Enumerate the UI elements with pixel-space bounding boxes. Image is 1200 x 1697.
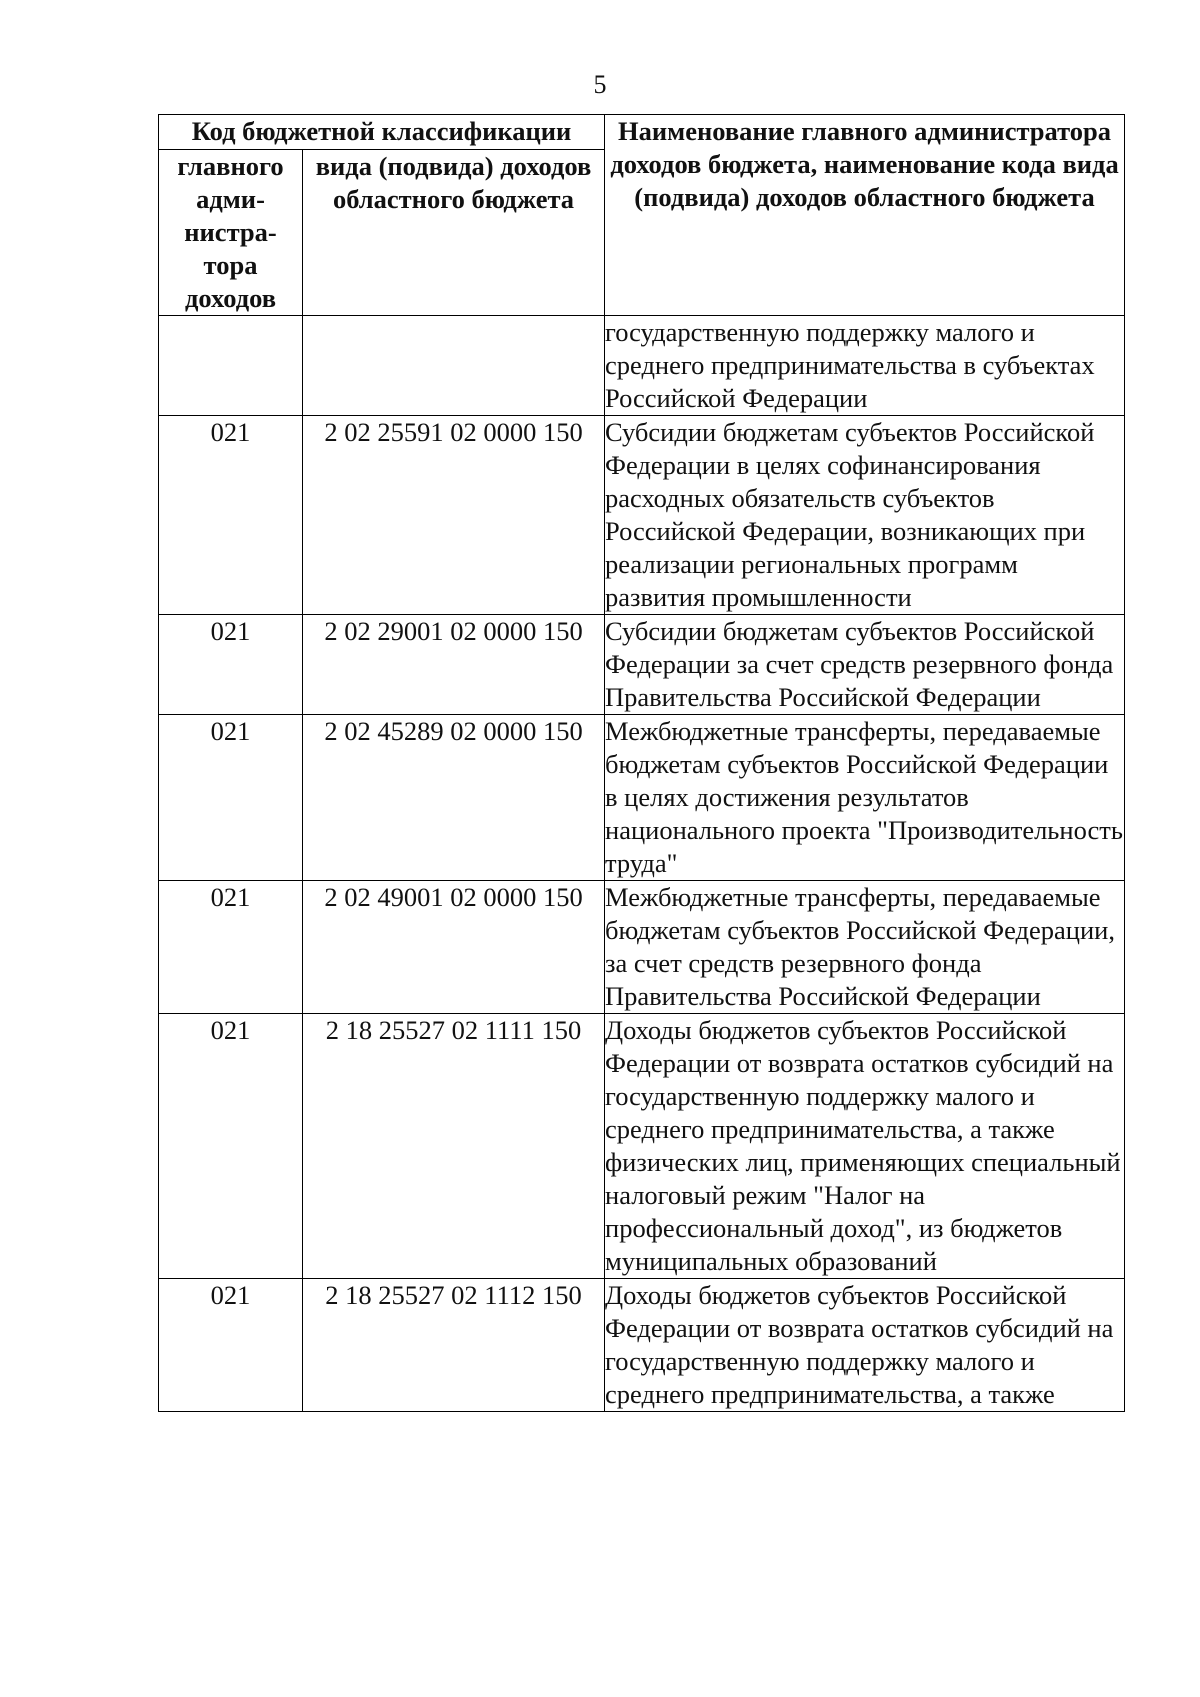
income-name-cell: Межбюджетные трансферты, передаваемые бюджетам субъектов Российской Федерации, за счет средств резервного фонда Правительства Российской Федерации [605,881,1125,1014]
table-row [159,1014,1125,1279]
header-budget-classification-code: Код бюджетной классификации [159,115,605,150]
table-row [159,615,1125,715]
table-row [159,1279,1125,1412]
income-code-cell: 2 02 45289 02 0000 150 [303,715,605,881]
income-code-cell: 2 18 25527 02 1112 150 [303,1279,605,1412]
table-row [159,416,1125,615]
income-name-cell: Доходы бюджетов субъектов Российской Федерации от возврата остатков субсидий на государственную поддержку малого и среднего предпринимательства, а также [605,1279,1125,1412]
admin-code-cell: 021 [159,881,303,1014]
income-name-cell: Субсидии бюджетам субъектов Российской Федерации за счет средств резервного фонда Правительства Российской Федерации [605,615,1125,715]
budget-classification-table [158,114,1125,1412]
admin-code-cell: 021 [159,416,303,615]
admin-code-cell [159,316,303,416]
income-code-cell: 2 02 25591 02 0000 150 [303,416,605,615]
admin-code-cell: 021 [159,615,303,715]
income-code-cell: 2 18 25527 02 1111 150 [303,1014,605,1279]
income-name-cell: Межбюджетные трансферты, передаваемые бюджетам субъектов Российской Федерации в целях достижения результатов национального проекта "Производительность труда" [605,715,1125,881]
admin-code-cell: 021 [159,1279,303,1412]
header-main-administrator: главного адми-нистра-тора доходов [159,150,303,316]
income-code-cell [303,316,605,416]
admin-code-cell: 021 [159,1014,303,1279]
income-code-cell: 2 02 49001 02 0000 150 [303,881,605,1014]
income-name-cell: Субсидии бюджетам субъектов Российской Федерации в целях софинансирования расходных обязательств субъектов Российской Федерации, возникающих при реализации региональных программ развития промышленности [605,416,1125,615]
header-administrator-name: Наименование главного администратора доходов бюджета, наименование кода вида (подвида) доходов областного бюджета [605,115,1125,316]
table-header-row-group [159,115,1125,150]
page-number: 5 [593,70,607,99]
table-row [159,316,1125,416]
income-name-cell: государственную поддержку малого и среднего предпринимательства в субъектах Российской Федерации [605,316,1125,416]
table-row [159,881,1125,1014]
income-name-cell: Доходы бюджетов субъектов Российской Федерации от возврата остатков субсидий на государственную поддержку малого и среднего предпринимательства, а также физических лиц, применяющих специальный налоговый режим "Налог на профессиональный доход", из бюджетов муниципальных образований [605,1014,1125,1279]
income-code-cell: 2 02 29001 02 0000 150 [303,615,605,715]
header-income-type-code: вида (подвида) доходов областного бюджета [303,150,605,316]
table-row [159,715,1125,881]
admin-code-cell: 021 [159,715,303,881]
